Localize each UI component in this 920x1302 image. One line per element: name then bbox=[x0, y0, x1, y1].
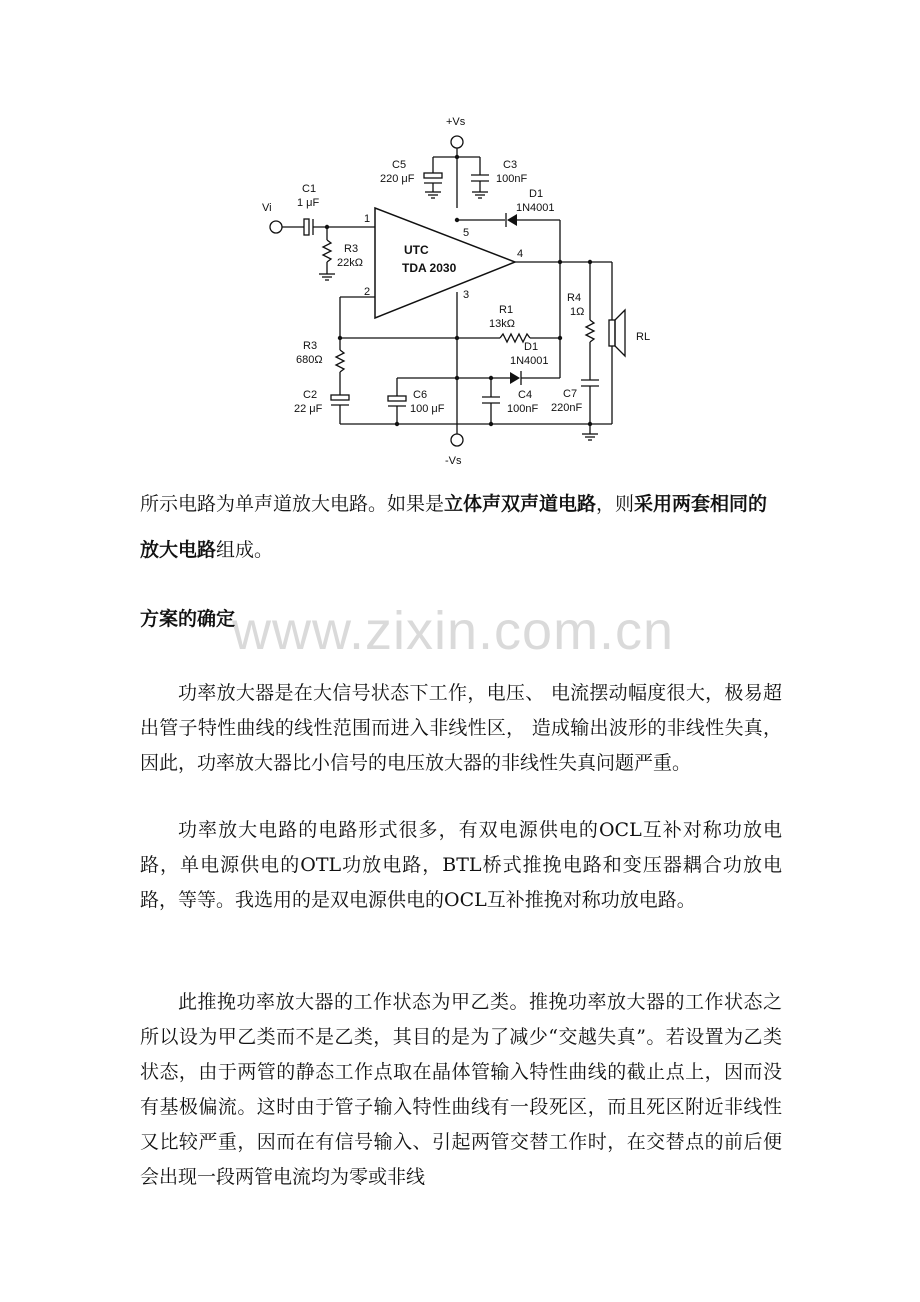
vs-negative-label: -Vs bbox=[445, 455, 462, 467]
diode-d1-bottom bbox=[510, 371, 560, 385]
c4-value: 100nF bbox=[507, 403, 539, 415]
capacitor-c6 bbox=[388, 378, 406, 424]
circuit-schematic bbox=[250, 112, 670, 472]
resistor-r3-680 bbox=[336, 338, 344, 395]
vs-positive-terminal bbox=[451, 136, 463, 148]
r4-value: 1Ω bbox=[570, 306, 585, 318]
caption-text-1: 所示电路为单声道放大电路。如果是 bbox=[140, 493, 445, 515]
c2-label: C2 bbox=[303, 389, 318, 401]
vi-input-terminal bbox=[270, 221, 282, 233]
chip-model: TDA 2030 bbox=[402, 261, 457, 275]
capacitor-c7 bbox=[581, 380, 599, 424]
c5-label: C5 bbox=[392, 159, 407, 171]
capacitor-c1 bbox=[304, 219, 313, 235]
pin-2-label: 2 bbox=[364, 286, 371, 298]
r1-label: R1 bbox=[499, 304, 514, 316]
r4-label: R4 bbox=[567, 292, 582, 304]
chip-brand: UTC bbox=[404, 243, 429, 257]
r3-top-value: 22kΩ bbox=[337, 257, 363, 269]
capacitor-c4 bbox=[482, 378, 500, 424]
r3-top-label: R3 bbox=[344, 243, 359, 255]
c3-value: 100nF bbox=[496, 173, 528, 185]
c7-label: C7 bbox=[563, 388, 578, 400]
rl-label: RL bbox=[636, 331, 651, 343]
pin-3-label: 3 bbox=[463, 289, 470, 301]
capacitor-c5 bbox=[424, 157, 442, 198]
schematic-caption bbox=[140, 481, 782, 573]
paragraph-3: 此推挽功率放大器的工作状态为甲乙类。推挽功率放大器的工作状态之所以设为甲乙类而不是乙类，其目的是为了减少“交越失真”。若设置为乙类状态，由于两管的静态工作点取在晶体管输入特性曲线的截止点上，因而没有基极偏流。这时由于管子输入特性曲线有一段死区，而且死区附近非线性又比较严重，因而在有信号输入、引起两管交替工作时，在交替点的前后便会出现一段两管电流均为零或非线 bbox=[140, 991, 782, 1188]
r3-bottom-label: R3 bbox=[303, 340, 318, 352]
resistor-r3-22k bbox=[319, 227, 335, 280]
pin-1-label: 1 bbox=[364, 213, 371, 225]
vs-positive-label: +Vs bbox=[446, 116, 466, 128]
c1-label: C1 bbox=[302, 183, 317, 195]
c6-value: 100 μF bbox=[410, 403, 445, 415]
paragraph-2: 功率放大电路的电路形式很多，有双电源供电的OCL互补对称功放电路，单电源供电的OTL功放电路，BTL桥式推挽电路和变压器耦合功放电路，等等。我选用的是双电源供电的OCL互补推挽对称功放电路。 bbox=[140, 819, 782, 911]
caption-text-2: ，则 bbox=[596, 493, 635, 515]
c1-value: 1 μF bbox=[297, 197, 320, 209]
resistor-r4 bbox=[586, 262, 594, 380]
d1-bottom-label: D1 bbox=[524, 341, 539, 353]
c7-value: 220nF bbox=[551, 402, 583, 414]
paragraph-1: 功率放大器是在大信号状态下工作，电压、 电流摆动幅度很大，极易超出管子特性曲线的线性范围而进入非线性区， 造成输出波形的非线性失真，因此，功率放大器比小信号的电压放大器的非线性失真问题严重。 bbox=[140, 682, 782, 774]
pin-4-label: 4 bbox=[517, 248, 524, 260]
d1-bottom-value: 1N4001 bbox=[510, 355, 549, 367]
r3-bottom-value: 680Ω bbox=[296, 354, 323, 366]
section-heading: 方案的确定 bbox=[140, 608, 236, 630]
caption-text-3: 组成。 bbox=[216, 539, 274, 561]
vi-label: Vi bbox=[262, 202, 272, 214]
d1-top-label: D1 bbox=[529, 188, 544, 200]
capacitor-c2 bbox=[331, 395, 349, 424]
c2-value: 22 μF bbox=[294, 403, 323, 415]
vs-negative-terminal bbox=[451, 434, 463, 446]
caption-bold-2: 采用两套相同的放大电路 bbox=[140, 493, 768, 561]
c6-label: C6 bbox=[413, 389, 428, 401]
c3-label: C3 bbox=[503, 159, 518, 171]
pin-5-label: 5 bbox=[463, 227, 470, 239]
watermark: www.zixin.com.cn bbox=[232, 601, 675, 661]
tda2030-amplifier bbox=[375, 208, 515, 318]
r1-value: 13kΩ bbox=[489, 318, 515, 330]
capacitor-c3 bbox=[471, 157, 489, 198]
caption-bold-1: 立体声双声道电路 bbox=[444, 493, 597, 515]
diode-d1-top bbox=[506, 213, 560, 227]
c4-label: C4 bbox=[518, 389, 533, 401]
c5-value: 220 μF bbox=[380, 173, 415, 185]
d1-top-value: 1N4001 bbox=[516, 202, 555, 214]
